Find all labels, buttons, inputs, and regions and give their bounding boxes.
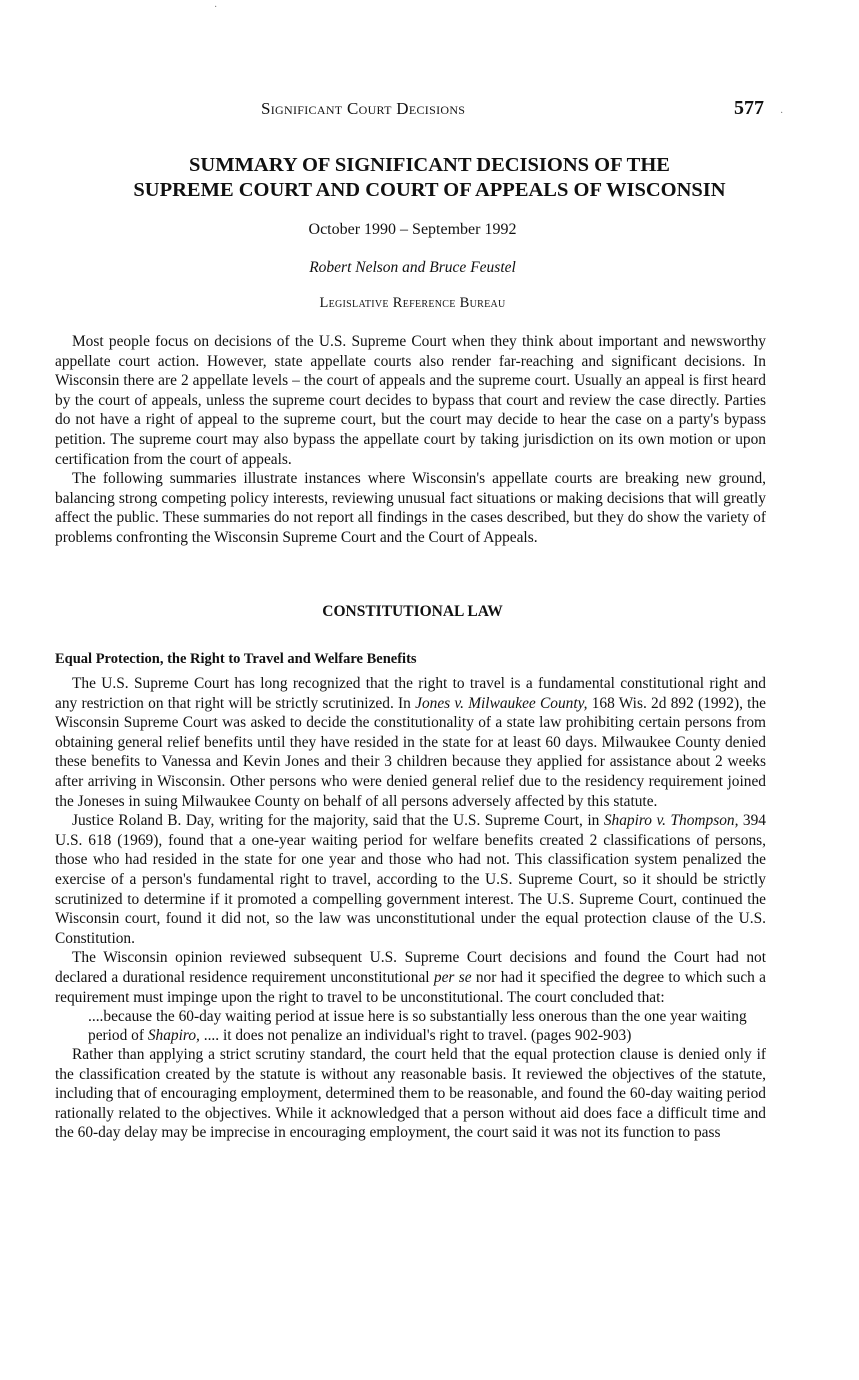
case-summary	[55, 674, 766, 1143]
case-paragraph	[55, 811, 766, 948]
section-heading: CONSTITUTIONAL LAW	[322, 603, 503, 620]
authors: Robert Nelson and Bruce Feustel	[309, 259, 516, 276]
page-number: 577	[734, 97, 764, 119]
running-title: Significant Court Decisions	[261, 99, 466, 118]
scan-speck: ·	[780, 108, 784, 119]
running-header	[0, 99, 859, 125]
text-run: The U.S. Supreme Court has long recognized that the right to travel is a fundamental constitutional right and any restriction on that right will be strictly scrutinized. In	[55, 675, 766, 712]
block-quote	[88, 1007, 748, 1045]
date-range: October 1990 – September 1992	[308, 221, 517, 238]
text-run: ....because the 60-day waiting period at issue here is so substantially less onerous than the one year waiting period of	[88, 1008, 747, 1045]
case-citation: Shapiro,	[147, 1027, 200, 1045]
case-citation: Shapiro v. Thompson,	[603, 812, 739, 830]
case-paragraph	[55, 674, 766, 811]
text-run: Justice Roland B. Day, writing for the majority, said that the U.S. Supreme Court, in	[72, 812, 604, 830]
title-line-1: SUMMARY OF SIGNIFICANT DECISIONS OF THE	[189, 154, 670, 176]
bureau-name: Legislative Reference Bureau	[319, 295, 506, 311]
introduction	[55, 332, 766, 548]
document-title	[40, 153, 819, 203]
case-paragraph: Rather than applying a strict scrutiny standard, the court held that the equal protection clause is denied only if the classification created by the statute is without any reasonable basis. It reviewed the objectives of the statute, including that of encouraging employment, determined them to be reasonable, and found the 60-day waiting period rationally related to the objectives. While it acknowledged that a person without aid does face a difficult time and the 60-day delay may be imprecise in encouraging employment, the court said it was not its function to pass	[55, 1046, 766, 1142]
text-run: 394 U.S. 618 (1969), found that a one-year waiting period for welfare benefits created 2 classifications of persons, those who had resided in the state for one year and those who had not. This classification system penalized the exercise of a person's fundamental right to travel, according to the U.S. Supreme Court, so it should be strictly scrutinized to determine if it promoted a compelling government interest. The U.S. Supreme Court, continued the Wisconsin court, found it did not, so the law was unconstitutional under the equal protection clause of the U.S. Constitution.	[55, 812, 767, 947]
text-run: The Wisconsin opinion reviewed subsequent U.S. Supreme Court decisions and found the Court had not declared a durational residence requirement unconstitutional	[55, 949, 766, 986]
case-subheading: Equal Protection, the Right to Travel and Welfare Benefits	[55, 651, 417, 667]
intro-paragraph: Most people focus on decisions of the U.S. Supreme Court when they think about important and newsworthy appellate court action. However, state appellate courts also render far-reaching and significant decisions. In Wisconsin there are 2 appellate levels – the court of appeals and the supreme court. Usually an appeal is first heard by the court of appeals, unless the supreme court decides to bypass that court and review the case directly. Parties do not have a right of appeal to the supreme court, but the court may decide to hear the case on a party's bypass petition. The supreme court may also bypass the appellate court by taking jurisdiction on its own motion or upon certification from the court of appeals.	[55, 333, 766, 468]
text-run: nor had it specified the degree to which such a requirement must impinge upon the right to travel to be unconstitutional. The court concluded that:	[55, 968, 766, 1006]
case-citation: Jones v. Milwaukee County,	[415, 694, 588, 712]
text-run: 168 Wis. 2d 892 (1992), the Wisconsin Supreme Court was asked to decide the constitutionality of a state law prohibiting certain persons from obtaining general relief benefits until they have resided in the state for at least 60 days. Milwaukee County denied these benefits to Vanessa and Kevin Jones and their 3 children because they applied for assistance about 2 weeks after arriving in Wisconsin. Other persons who were denied general relief due to the residency requirement joined the Joneses in suing Milwaukee County on behalf of all persons adversely affected by this statute.	[55, 694, 766, 810]
text-run: .... it does not penalize an individual's right to travel. (pages 902-903)	[199, 1027, 632, 1045]
latin-term: per se	[433, 968, 472, 986]
case-paragraph	[55, 948, 766, 1007]
title-line-2: SUPREME COURT AND COURT OF APPEALS OF WISCONSIN	[133, 179, 726, 201]
scan-speck: ·	[214, 2, 218, 13]
intro-paragraph: The following summaries illustrate instances where Wisconsin's appellate courts are breaking new ground, balancing strong competing policy interests, reviewing unusual fact situations or making decisions that will greatly affect the public. These summaries do not report all findings in the cases described, but they do show the variety of problems confronting the Wisconsin Supreme Court and the Court of Appeals.	[55, 470, 766, 546]
